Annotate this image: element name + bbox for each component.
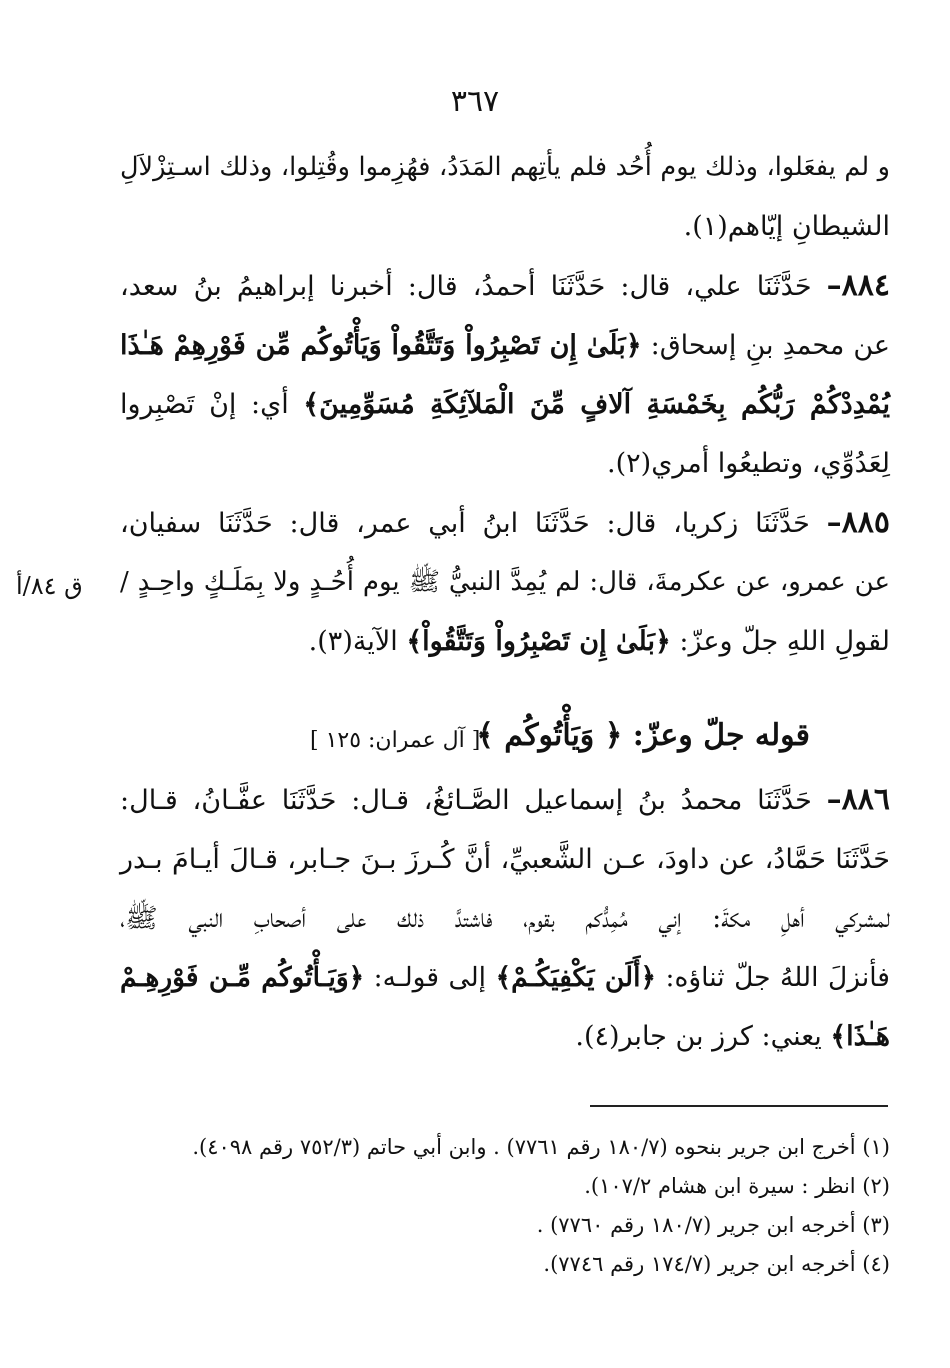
quran-verse: ﴿وَيَـأْتُوكُم مِّـن فَوْرِهِـمْ (120, 962, 365, 993)
isnad-text: حَدَّثَنَا علي، قال: حَدَّثَنَا أحمدُ، قال: أخبرنا إبراهيمُ بنُ سعد، (120, 271, 812, 302)
text-line (120, 948, 890, 1007)
quran-verse: ﴿أَلَن يَكْفِيَكُـمْ﴾ (495, 962, 656, 993)
narration-text: فأنزلَ اللهُ جلّ ثناؤه: (656, 962, 890, 993)
manuscript-folio-note: ق ٨٤/أ (16, 572, 83, 600)
isnad-text: حَدَّثَنَا محمدُ بنُ إسماعيل الصَّـائغُ، قـال: حَدَّثَنَا عفَّـانُ، قـال: (120, 785, 812, 816)
main-text-upper (120, 138, 890, 671)
footnote: (٤) أخرجه ابن جرير (١٧٤/٧ رقم ٧٧٤٦). (543, 1252, 890, 1276)
page-number: ٣٦٧ (450, 84, 500, 119)
text-line (120, 493, 890, 553)
narration-text: الآية(٣). (308, 626, 407, 657)
main-text-lower (120, 770, 890, 1066)
footnote-divider (590, 1105, 888, 1107)
text-line (120, 1007, 890, 1066)
section-heading-row (310, 718, 810, 768)
text-line: لمشركي أهلِ مكةَ: إني مُمِدُّكم بقوم، فاشتدَّ ذلك على أصحابِ النبي ﷺ، (120, 903, 890, 934)
narration-text: لقولِ اللهِ جلّ وعزّ: (670, 626, 890, 657)
commentary-text: أي: إنْ تَصْبِروا (120, 389, 304, 420)
footnotes (120, 1128, 890, 1284)
hadith-number: ٨٨٥– (826, 505, 890, 540)
footnote: (١) أخرج ابن جرير بنحوه (١٨٠/٧ رقم ٧٧٦١) . وابن أبي حاتم (٧٥٢/٣ رقم ٤٠٩٨). (192, 1135, 890, 1159)
quran-verse: ﴿بَلَىٰ إِن تَصْبِرُواْ وَتَتَّقُواْ﴾ (406, 626, 671, 657)
quran-verse: ﴿بَلَىٰ إِن تَصْبِرُواْ وَتَتَّقُواْ وَيَأْتُوكُم مِّن فَوْرِهِمْ هَـٰذَا (120, 330, 642, 361)
hadith-884 (120, 256, 890, 493)
hadith-886 (120, 770, 890, 1066)
narration-text: عن محمدِ بنِ إسحاق: (641, 330, 890, 361)
isnad-text: حَدَّثَنَا زكريا، قال: حَدَّثَنَا ابنُ أبي عمر، قال: حَدَّثَنَا سفيان، (120, 508, 810, 539)
text-line: عن عمرو، عن عكرمةَ، قال: لم يُمِدَّ النبيُّ ﷺ يوم أُحُـدٍ ولا بِمَلَـكٍ واحِـدٍ / (120, 567, 890, 597)
paragraph-intro (120, 138, 890, 256)
text-line (120, 375, 890, 434)
narration-text: إلى قولـه: (364, 962, 496, 993)
section-heading: قوله جلّ وعزّ: ﴿ وَيَأْتُوكُم ﴾ (476, 718, 810, 753)
hadith-885 (120, 493, 890, 671)
text-line (120, 256, 890, 316)
hadith-number: ٨٨٤– (826, 268, 890, 303)
footnote: (٢) انظر : سيرة ابن هشام ١٠٧/٢). (584, 1174, 890, 1198)
text-line: حَدَّثَنَا حَمَّادُ، عن داودَ، عـن الشَّعبيِّ، أنَّ كُـرزَ بـنَ جـابر، قـالَ أيـامَ بـدر (120, 844, 890, 875)
footnote: (٣) أخرجه ابن جرير (١٨٠/٧ رقم ٧٧٦٠) . (536, 1213, 890, 1237)
text-line: لِعَدُوِّي، وتطيعُوا أمري(٢). (607, 448, 890, 479)
text-line: الشيطانِ إيّاهم(١). (683, 211, 890, 242)
hadith-number: ٨٨٦– (826, 782, 890, 817)
quran-verse: هَـٰذَا﴾ (830, 1021, 890, 1052)
quran-verse: يُمْدِدْكُمْ رَبُّكُم بِخَمْسَةِ آلافٍ مِّنَ الْمَلآئِكَةِ مُسَوِّمِينَ﴾ (303, 389, 891, 420)
text-line (120, 770, 890, 830)
verse-reference: [ آل عمران: ١٢٥ ] (310, 728, 481, 753)
commentary-text: يعني: كرز بن جابر(٤). (575, 1021, 831, 1052)
text-line (120, 612, 890, 671)
text-line: و لم يفعَلوا، وذلك يوم أُحُد فلم يأتِهم المَدَدُ، فهُزِموا وقُتِلوا، وذلك اسـتِزْلاَلِ (120, 152, 890, 182)
text-line (120, 316, 890, 375)
